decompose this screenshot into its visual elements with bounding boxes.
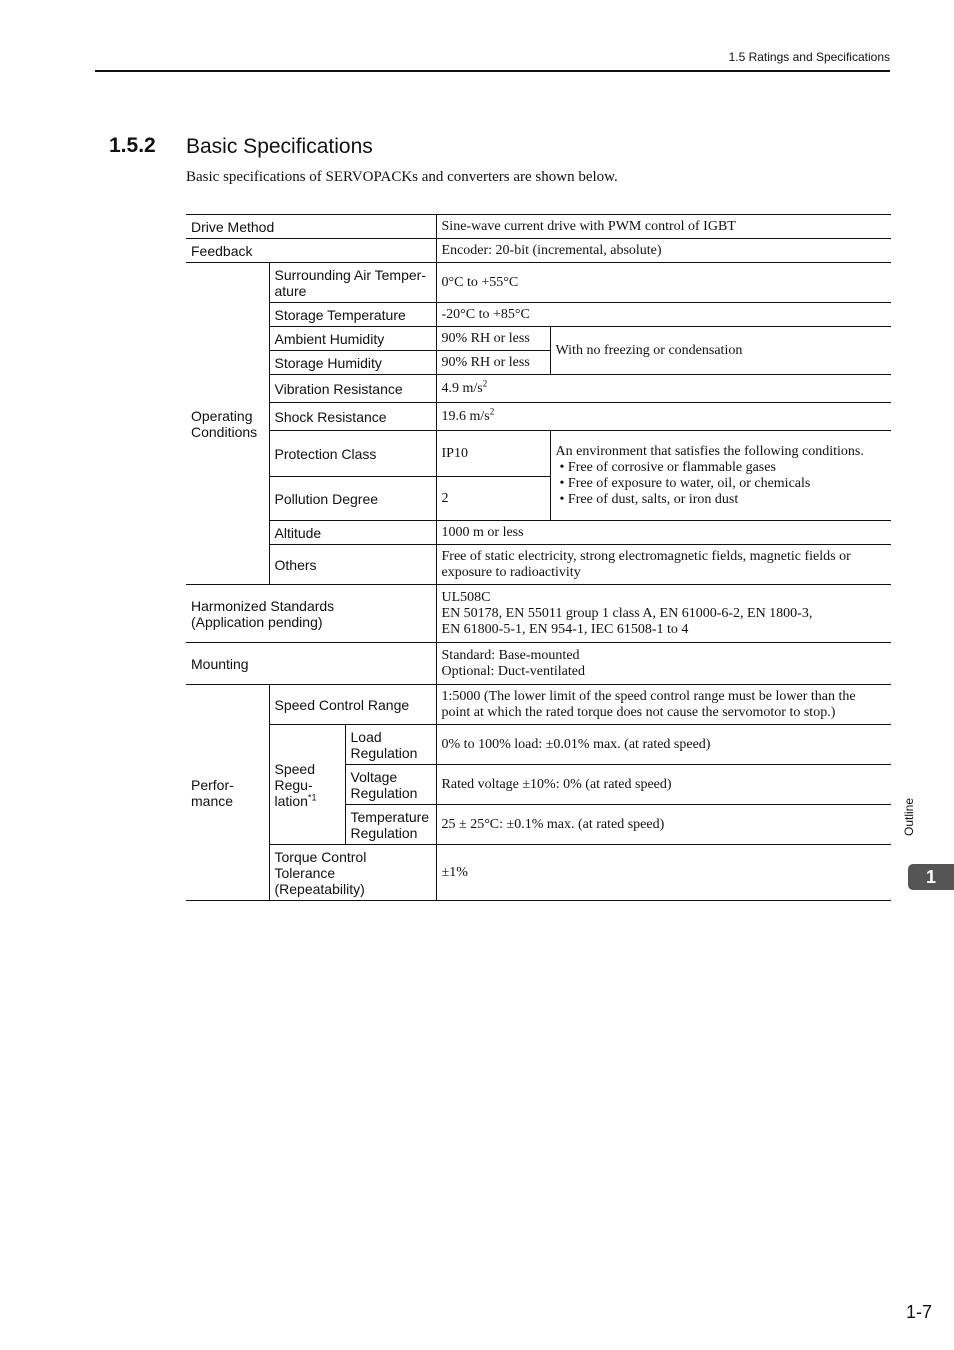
storage-humidity-value: 90% RH or less xyxy=(436,351,550,375)
shock-value: 19.6 $m/s^2$ xyxy=(436,403,891,431)
speed-control-range-value: 1:5000 (The lower limit of the speed control range must be lower than the point at which the rated torque does not cause the servomotor to stop.) xyxy=(436,685,891,725)
torque-tolerance-value: ±1% xyxy=(436,845,891,901)
environment-note: An environment that satisfies the following conditions. • Free of corrosive or flammable gases • Free of exposure to water, oil, or chemicals • Free of dust, salts, or iron dust xyxy=(550,431,891,521)
pollution-degree-label: Pollution Degree xyxy=(269,477,436,521)
drive-method-label: Drive Method xyxy=(186,215,436,239)
table-row xyxy=(186,685,891,725)
chapter-badge: 1 xyxy=(908,864,954,890)
table-row xyxy=(186,585,891,643)
spec-table xyxy=(186,214,891,901)
mounting-label: Mounting xyxy=(186,643,436,685)
section-title: Basic Specifications xyxy=(186,135,373,158)
storage-temp-value: -20°C to +85°C xyxy=(436,303,891,327)
environment-conditions-list xyxy=(556,460,887,508)
section-number: 1.5.2 xyxy=(109,134,156,157)
running-header: 1.5 Ratings and Specifications xyxy=(728,50,890,64)
surrounding-temp-value: 0°C to +55°C xyxy=(436,263,891,303)
list-item: • Free of corrosive or flammable gases xyxy=(556,460,887,476)
speed-control-range-label: Speed Control Range xyxy=(269,685,436,725)
load-regulation-label: Load Regulation xyxy=(345,725,436,765)
feedback-label: Feedback xyxy=(186,239,436,263)
table-row xyxy=(186,375,891,403)
table-row xyxy=(186,431,891,477)
page-number: 1-7 xyxy=(905,1302,932,1322)
vibration-value: 4.9 $m/s^2$ xyxy=(436,375,891,403)
pollution-degree-value: 2 xyxy=(436,477,550,521)
altitude-value: 1000 m or less xyxy=(436,521,891,545)
speed-regulation-label: Speed Regu- lation$^{*1}$ xyxy=(269,725,345,845)
drive-method-value: Sine-wave current drive with PWM control of IGBT xyxy=(436,215,891,239)
humidity-note: With no freezing or condensation xyxy=(550,327,891,375)
vibration-label: Vibration Resistance xyxy=(269,375,436,403)
harmonized-standards-label: Harmonized Standards (Application pending) xyxy=(186,585,436,643)
side-tab-outline: Outline xyxy=(902,797,916,836)
protection-class-label: Protection Class xyxy=(269,431,436,477)
voltage-regulation-label: Voltage Regulation xyxy=(345,765,436,805)
load-regulation-value: 0% to 100% load: ±0.01% max. (at rated speed) xyxy=(436,725,891,765)
table-row xyxy=(186,403,891,431)
list-item: • Free of dust, salts, or iron dust xyxy=(556,492,887,508)
table-row xyxy=(186,215,891,239)
table-row xyxy=(186,845,891,901)
surrounding-temp-label: Surrounding Air Temper- ature xyxy=(269,263,436,303)
protection-class-value: IP10 xyxy=(436,431,550,477)
temperature-regulation-label: Temperature Regulation xyxy=(345,805,436,845)
table-row xyxy=(186,521,891,545)
performance-label: Perfor- mance xyxy=(186,685,269,901)
others-value: Free of static electricity, strong electromagnetic fields, magnetic fields or exposure to radioactivity xyxy=(436,545,891,585)
shock-label: Shock Resistance xyxy=(269,403,436,431)
table-row xyxy=(186,643,891,685)
ambient-humidity-label: Ambient Humidity xyxy=(269,327,436,351)
list-item: • Free of exposure to water, oil, or chemicals xyxy=(556,476,887,492)
mounting-value: Standard: Base-mounted Optional: Duct-ventilated xyxy=(436,643,891,685)
operating-conditions-label: Operating Conditions xyxy=(186,263,269,585)
voltage-regulation-value: Rated voltage ±10%: 0% (at rated speed) xyxy=(436,765,891,805)
table-row xyxy=(186,327,891,351)
harmonized-standards-value: UL508C EN 50178, EN 55011 group 1 class A, EN 61000-6-2, EN 1800-3, EN 61800-5-1, EN 954-1, IEC 61508-1 to 4 xyxy=(436,585,891,643)
section-intro: Basic specifications of SERVOPACKs and converters are shown below. xyxy=(186,169,618,185)
torque-tolerance-label: Torque Control Tolerance (Repeatability) xyxy=(269,845,436,901)
temperature-regulation-value: 25 ± 25°C: ±0.1% max. (at rated speed) xyxy=(436,805,891,845)
table-row xyxy=(186,725,891,765)
table-row xyxy=(186,545,891,585)
altitude-label: Altitude xyxy=(269,521,436,545)
storage-temp-label: Storage Temperature xyxy=(269,303,436,327)
table-row xyxy=(186,239,891,263)
table-row xyxy=(186,303,891,327)
ambient-humidity-value: 90% RH or less xyxy=(436,327,550,351)
others-label: Others xyxy=(269,545,436,585)
storage-humidity-label: Storage Humidity xyxy=(269,351,436,375)
header-rule xyxy=(95,70,890,72)
table-row xyxy=(186,263,891,303)
feedback-value: Encoder: 20-bit (incremental, absolute) xyxy=(436,239,891,263)
